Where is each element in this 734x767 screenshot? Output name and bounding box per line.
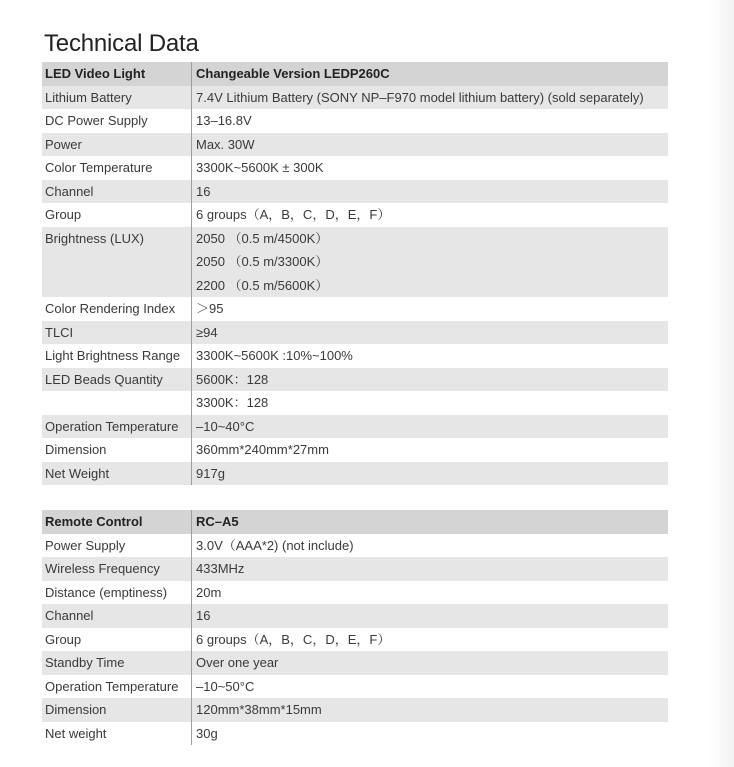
table-row — [42, 391, 668, 415]
row-value: 30g — [196, 725, 218, 741]
row-value: –10~50°C — [196, 678, 255, 694]
row-value: 7.4V Lithium Battery (SONY NP–F970 model lithium battery) (sold separately) — [196, 89, 644, 105]
row-label: LED Beads Quantity — [42, 368, 192, 392]
row-label: Operation Temperature — [42, 415, 192, 439]
header-label: LED Video Light — [42, 62, 192, 86]
row-value: 20m — [196, 584, 222, 600]
page-title: Technical Data — [44, 30, 199, 58]
table-row — [42, 534, 668, 558]
remote-spec-table — [42, 510, 668, 745]
table-row — [42, 227, 668, 298]
table-row — [42, 344, 668, 368]
row-label: DC Power Supply — [42, 109, 192, 133]
row-label — [42, 391, 192, 415]
row-label: Power — [42, 133, 192, 157]
table-row — [42, 415, 668, 439]
row-label: Distance (emptiness) — [42, 581, 192, 605]
row-value: 3300K：128 — [196, 395, 269, 410]
header-label: Remote Control — [42, 510, 192, 534]
header-value: RC–A5 — [196, 514, 239, 529]
table-header-row — [42, 62, 668, 86]
row-label: Wireless Frequency — [42, 557, 192, 581]
row-label: Standby Time — [42, 651, 192, 675]
page-edge-shade — [708, 0, 734, 767]
row-value: 917g — [196, 465, 225, 481]
row-label: Dimension — [42, 438, 192, 462]
row-value: 13–16.8V — [196, 113, 252, 128]
row-value: 3300K~5600K ± 300K — [196, 160, 324, 175]
row-value-line: 2050 （0.5 m/4500K） — [196, 230, 329, 246]
table-row — [42, 438, 668, 462]
table-row — [42, 156, 668, 180]
row-value-line: 2200 （0.5 m/5600K） — [196, 277, 329, 293]
table-row — [42, 675, 668, 699]
row-label: Net Weight — [42, 462, 192, 486]
row-label: Lithium Battery — [42, 86, 192, 110]
row-value: 5600K：128 — [196, 371, 269, 387]
row-value: ＞95 — [196, 301, 224, 316]
row-value-line: 2050 （0.5 m/3300K） — [196, 254, 329, 269]
row-value: –10~40°C — [196, 418, 255, 434]
row-value: 6 groups（A，B，C，D，E，F） — [196, 631, 391, 647]
row-label: Light Brightness Range — [42, 344, 192, 368]
row-label: Channel — [42, 180, 192, 204]
row-value: 6 groups（A，B，C，D，E，F） — [196, 207, 391, 222]
table-row — [42, 133, 668, 157]
table-row — [42, 581, 668, 605]
row-label: Operation Temperature — [42, 675, 192, 699]
row-label: Color Temperature — [42, 156, 192, 180]
header-value: Changeable Version LEDP260C — [196, 66, 390, 81]
table-row — [42, 651, 668, 675]
table-row — [42, 698, 668, 722]
table-row — [42, 557, 668, 581]
table-row — [42, 604, 668, 628]
table-header-row — [42, 510, 668, 534]
table-row — [42, 297, 668, 321]
row-label: Net weight — [42, 722, 192, 746]
row-value: Over one year — [196, 655, 279, 670]
led-spec-table — [42, 62, 668, 485]
table-row — [42, 462, 668, 486]
row-value — [192, 227, 668, 298]
row-label: TLCI — [42, 321, 192, 345]
table-row — [42, 628, 668, 652]
row-label: Power Supply — [42, 534, 192, 558]
row-value: 16 — [196, 183, 211, 199]
row-value: ≥94 — [196, 324, 218, 340]
row-label: Dimension — [42, 698, 192, 722]
table-row — [42, 180, 668, 204]
table-row — [42, 368, 668, 392]
table-row — [42, 722, 668, 746]
table-row — [42, 109, 668, 133]
row-value: 120mm*38mm*15mm — [196, 702, 322, 717]
row-value: 16 — [196, 608, 211, 623]
table-row — [42, 203, 668, 227]
row-value: 3.0V（AAA*2) (not include) — [196, 537, 354, 553]
row-value: 360mm*240mm*27mm — [196, 442, 329, 457]
row-value: 3300K~5600K :10%~100% — [196, 348, 353, 363]
row-label: Group — [42, 628, 192, 652]
table-row — [42, 86, 668, 110]
row-label: Group — [42, 203, 192, 227]
row-value: Max. 30W — [196, 136, 255, 152]
row-label: Channel — [42, 604, 192, 628]
row-value: 433MHz — [196, 561, 245, 576]
row-label: Color Rendering Index — [42, 297, 192, 321]
table-row — [42, 321, 668, 345]
row-label: Brightness (LUX) — [42, 227, 192, 298]
